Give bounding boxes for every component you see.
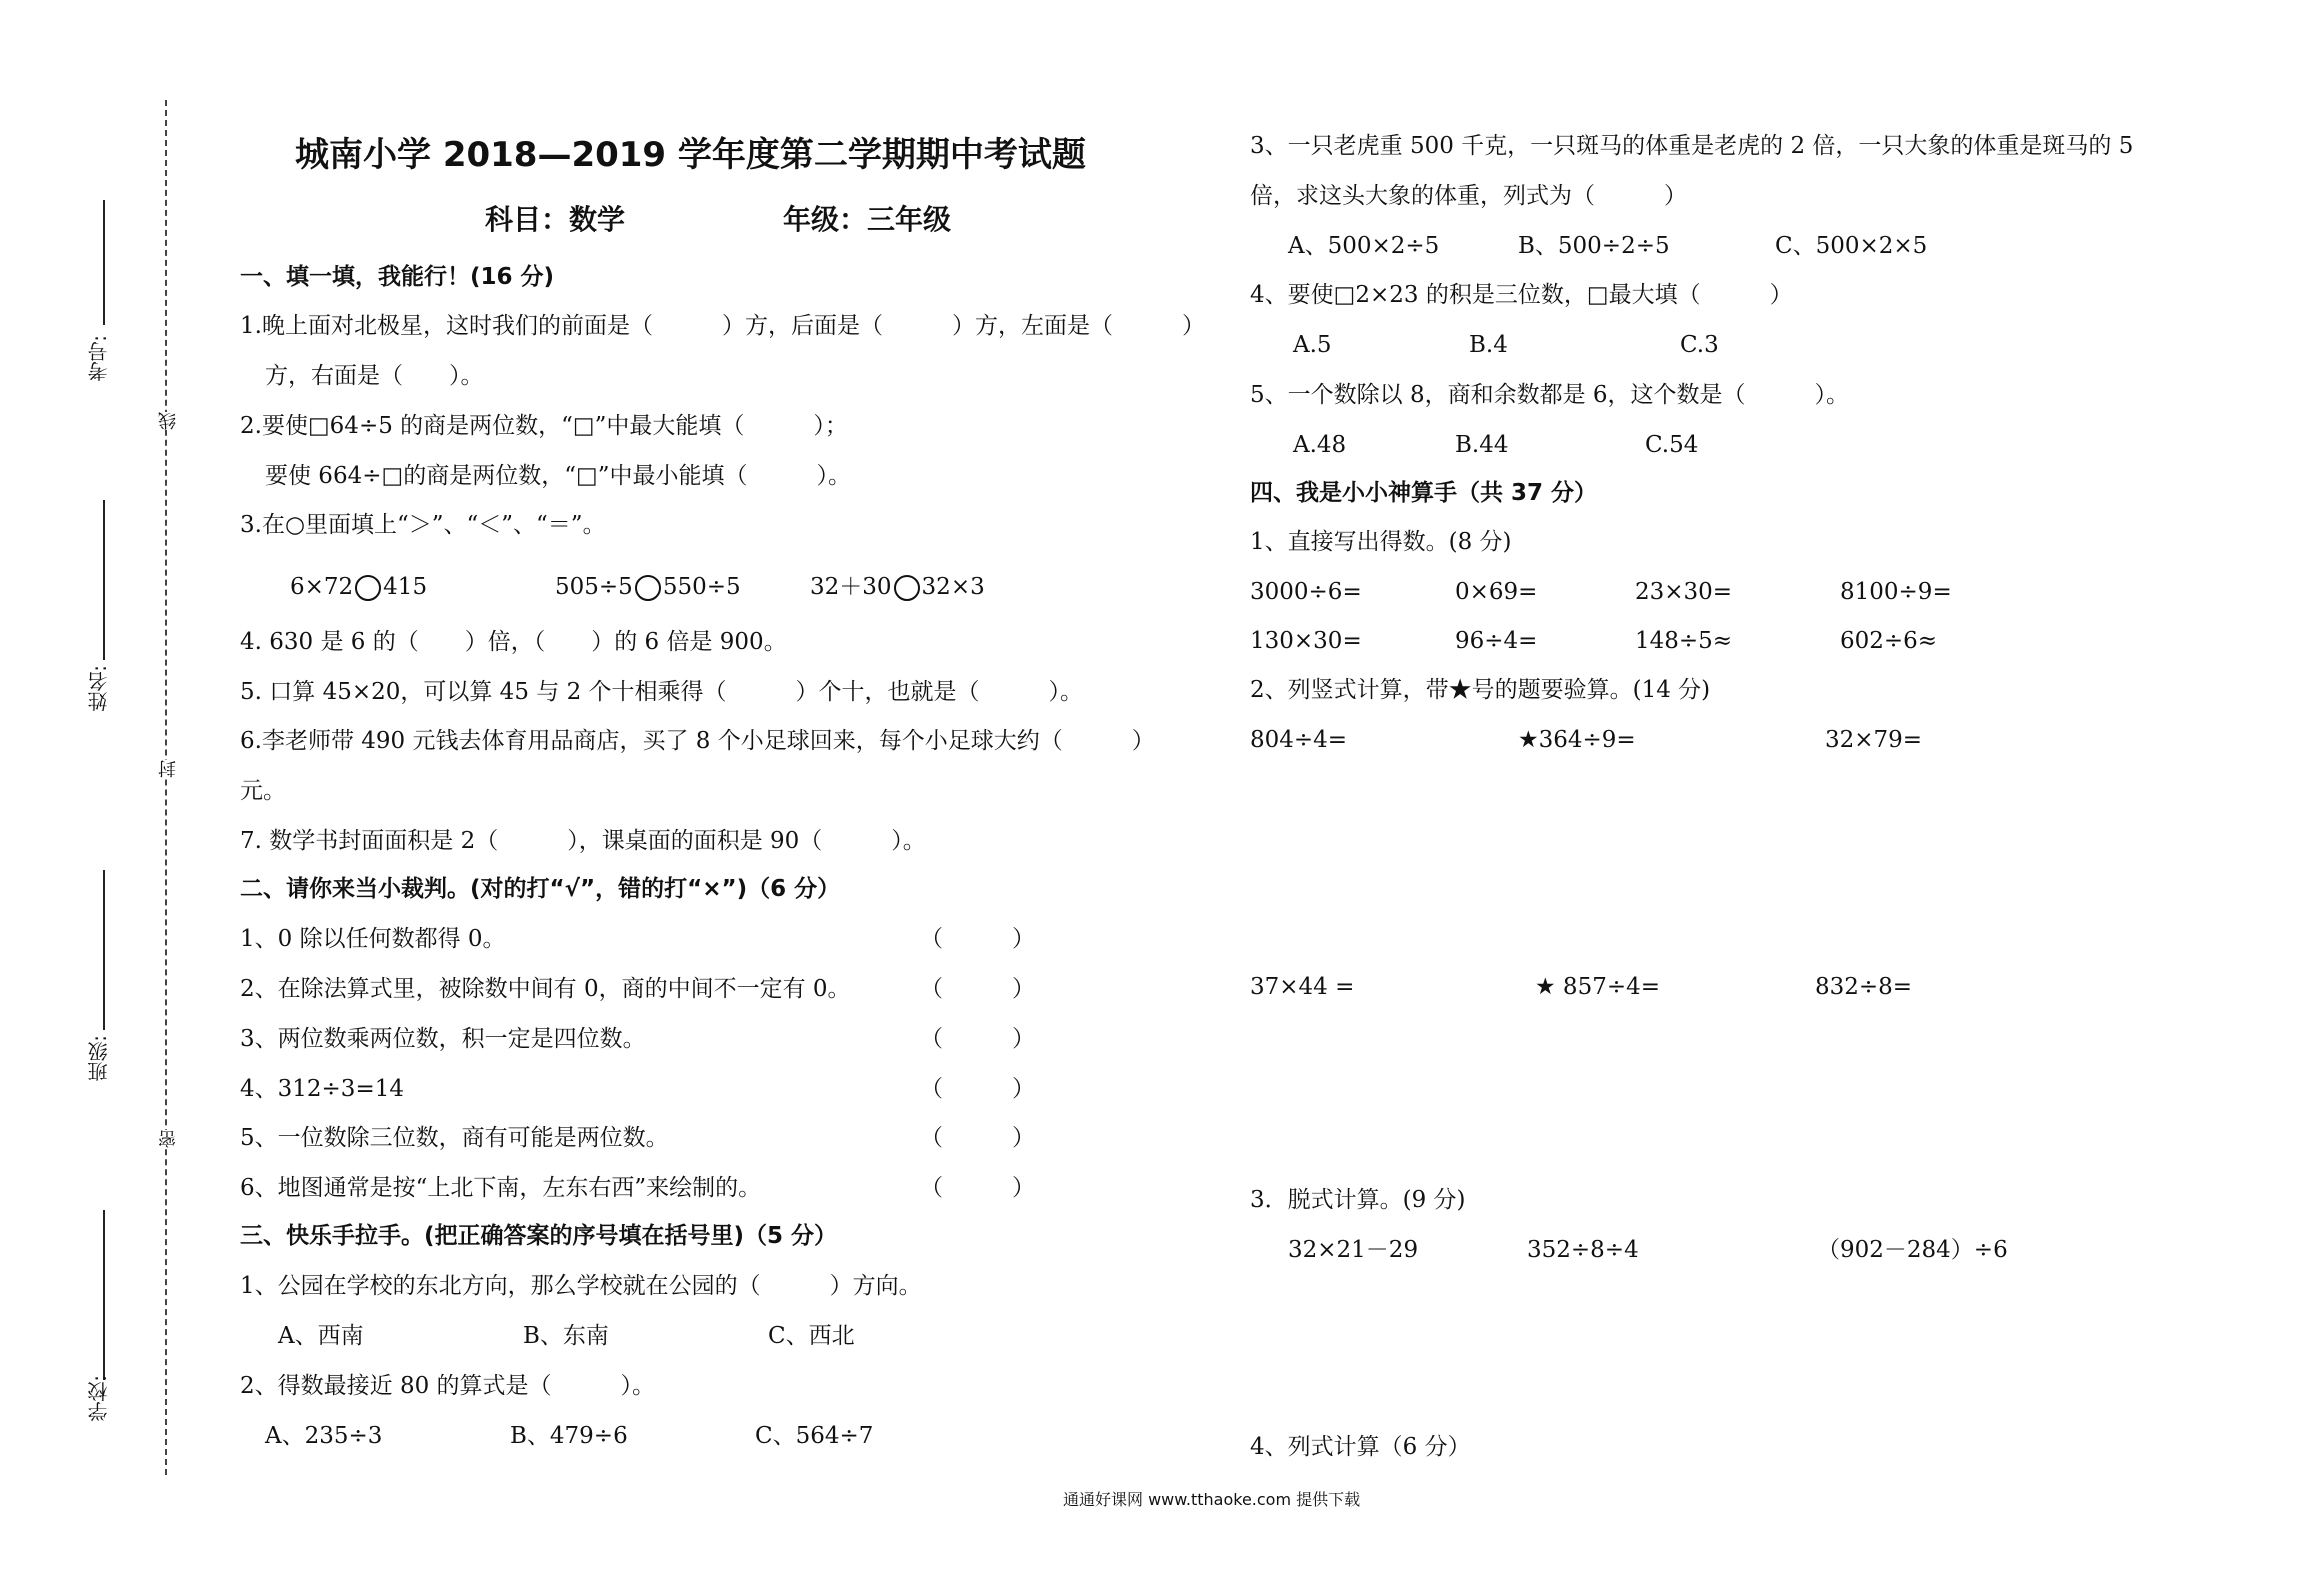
- class-label: 班级:: [87, 1035, 111, 1082]
- s1-q3: 3.在○里面填上“＞”、“＜”、“＝”。: [240, 512, 606, 538]
- s3-q5-opt-c: C.54: [1645, 432, 1699, 458]
- section4-title: 四、我是小小神算手（共 37 分）: [1250, 480, 1598, 506]
- s2-answer-6[interactable]: （ ）: [920, 1175, 1035, 1201]
- seal-char-line: 线: [156, 412, 182, 430]
- s4-r1-c4: 8100÷9=: [1840, 579, 1952, 605]
- s3-q1-opt-c: C、西北: [768, 1323, 855, 1349]
- s4-part1: 1、直接写出得数。(8 分): [1250, 529, 1512, 555]
- s3-q5: 5、一个数除以 8，商和余数都是 6，这个数是（ ）。: [1250, 382, 1850, 408]
- s1-q7: 7. 数学书封面面积是 2（ ），课桌面的面积是 90（ ）。: [240, 828, 926, 854]
- compare-circle-1[interactable]: [355, 575, 381, 601]
- s4-part2: 2、列竖式计算，带★号的题要验算。(14 分): [1250, 677, 1711, 703]
- compare-circle-3[interactable]: [894, 575, 920, 601]
- s4-r2-c1: 130×30=: [1250, 628, 1362, 654]
- s4-r4-c3: 832÷8=: [1815, 974, 1913, 1000]
- s3-q1: 1、公园在学校的东北方向，那么学校就在公园的（ ）方向。: [240, 1273, 922, 1299]
- subject-label: 科目：数学: [485, 203, 626, 236]
- class-line: [103, 870, 105, 1030]
- compare-circle-2[interactable]: [635, 575, 661, 601]
- s4-r2-c3: 148÷5≈: [1635, 628, 1733, 654]
- s1-q5: 5. 口算 45×20，可以算 45 与 2 个十相乘得（ ）个十，也就是（ ）。: [240, 679, 1084, 705]
- compare-1-left: 6×72: [290, 574, 354, 600]
- s2-item-3: 3、两位数乘两位数，积一定是四位数。: [240, 1026, 646, 1052]
- s4-r1-c1: 3000÷6=: [1250, 579, 1362, 605]
- name-label: 姓名:: [87, 665, 111, 712]
- section3-title: 三、快乐手拉手。(把正确答案的序号填在括号里)（5 分）: [240, 1223, 838, 1249]
- s3-q2-opt-b: B、479÷6: [510, 1423, 628, 1449]
- s4-r1-c2: 0×69=: [1455, 579, 1538, 605]
- school-line: [103, 1210, 105, 1380]
- s1-q2-line2: 要使 664÷□的商是两位数，“□”中最小能填（ ）。: [265, 463, 851, 489]
- footer-credit: 通通好课网 www.tthaoke.com 提供下载: [1063, 1490, 1361, 1509]
- s1-q1-line2: 方，右面是（ ）。: [265, 363, 484, 389]
- s4-r2-c2: 96÷4=: [1455, 628, 1538, 654]
- s4-r4-c1: 37×44 =: [1250, 974, 1355, 1000]
- seal-cut-line: [165, 100, 167, 1475]
- s4-r3-c1: 804÷4=: [1250, 727, 1348, 753]
- s4-r5-c2: 352÷8÷4: [1527, 1237, 1639, 1263]
- compare-2-right: 550÷5: [662, 574, 741, 600]
- s3-q3-opt-b: B、500÷2÷5: [1518, 233, 1670, 259]
- s3-q3-line1: 3、一只老虎重 500 千克，一只斑马的体重是老虎的 2 倍，一只大象的体重是斑马的 5: [1250, 133, 2134, 159]
- s2-item-2: 2、在除法算式里，被除数中间有 0，商的中间不一定有 0。: [240, 976, 851, 1002]
- s3-q3-opt-a: A、500×2÷5: [1288, 233, 1440, 259]
- compare-1-right: 415: [383, 574, 428, 600]
- seal-char-secret: 密: [156, 1130, 182, 1148]
- s1-q6-line1: 6.李老师带 490 元钱去体育用品商店，买了 8 个小足球回来，每个小足球大约（ ）: [240, 728, 1155, 754]
- exam-no-label: 考号:: [87, 335, 111, 382]
- s3-q4-opt-b: B.4: [1469, 332, 1508, 358]
- s4-r3-c3: 32×79=: [1825, 727, 1923, 753]
- s2-item-4: 4、312÷3=14: [240, 1076, 404, 1102]
- school-label: 学校:: [87, 1375, 111, 1422]
- s1-q6-line2: 元。: [240, 778, 286, 804]
- compare-3-right: 32×3: [921, 574, 985, 600]
- s4-r2-c4: 602÷6≈: [1840, 628, 1938, 654]
- s4-r5-c1: 32×21－29: [1288, 1237, 1419, 1263]
- s3-q4: 4、要使□2×23 的积是三位数，□最大填（ ）: [1250, 282, 1793, 308]
- s1-q4: 4. 630 是 6 的（ ）倍，（ ）的 6 倍是 900。: [240, 629, 787, 655]
- s4-r1-c3: 23×30=: [1635, 579, 1733, 605]
- s4-r5-c3: （902－284）÷6: [1817, 1237, 2008, 1263]
- compare-2-left: 505÷5: [555, 574, 633, 600]
- seal-char-seal: 封: [156, 760, 182, 778]
- s2-answer-5[interactable]: （ ）: [920, 1125, 1035, 1151]
- s3-q1-opt-a: A、西南: [278, 1323, 364, 1349]
- s3-q2-opt-c: C、564÷7: [755, 1423, 874, 1449]
- s3-q4-opt-c: C.3: [1680, 332, 1719, 358]
- s2-item-1: 1、0 除以任何数都得 0。: [240, 926, 506, 952]
- s3-q5-opt-b: B.44: [1455, 432, 1509, 458]
- s2-answer-2[interactable]: （ ）: [920, 976, 1035, 1002]
- s4-part3: 3．脱式计算。(9 分): [1250, 1187, 1466, 1213]
- s4-part4: 4、列式计算（6 分）: [1250, 1434, 1471, 1460]
- s1-q1-line1: 1.晚上面对北极星，这时我们的前面是（ ）方，后面是（ ）方，左面是（ ）: [240, 313, 1205, 339]
- s4-r3-c2: ★364÷9=: [1518, 727, 1636, 753]
- s2-answer-4[interactable]: （ ）: [920, 1076, 1035, 1102]
- s3-q1-opt-b: B、东南: [523, 1323, 609, 1349]
- s1-compare-2: [555, 572, 741, 602]
- exam-no-line: [103, 200, 105, 325]
- s2-answer-1[interactable]: （ ）: [920, 926, 1035, 952]
- s2-answer-3[interactable]: （ ）: [920, 1026, 1035, 1052]
- s1-compare-3: [810, 572, 985, 602]
- page-title: 城南小学 2018—2019 学年度第二学期期中考试题: [295, 135, 1086, 175]
- s2-item-6: 6、地图通常是按“上北下南，左东右西”来绘制的。: [240, 1175, 762, 1201]
- s1-q2-line1: 2.要使□64÷5 的商是两位数，“□”中最大能填（ ）；: [240, 413, 848, 439]
- s3-q2-opt-a: A、235÷3: [265, 1423, 383, 1449]
- compare-3-left: 32＋30: [810, 574, 892, 600]
- s3-q2: 2、得数最接近 80 的算式是（ ）。: [240, 1373, 656, 1399]
- s3-q3-opt-c: C、500×2×5: [1775, 233, 1928, 259]
- name-line: [103, 500, 105, 660]
- section2-title: 二、请你来当小裁判。(对的打“√”，错的打“×”)（6 分）: [240, 876, 841, 902]
- s1-compare-1: [290, 572, 427, 602]
- s3-q3-line2: 倍，求这头大象的体重，列式为（ ）: [1250, 183, 1687, 209]
- grade-label: 年级：三年级: [783, 203, 952, 236]
- s3-q5-opt-a: A.48: [1293, 432, 1347, 458]
- s4-r4-c2: ★ 857÷4=: [1535, 974, 1661, 1000]
- s3-q4-opt-a: A.5: [1293, 332, 1332, 358]
- section1-title: 一、填一填，我能行！(16 分): [240, 264, 555, 290]
- s2-item-5: 5、一位数除三位数，商有可能是两位数。: [240, 1125, 669, 1151]
